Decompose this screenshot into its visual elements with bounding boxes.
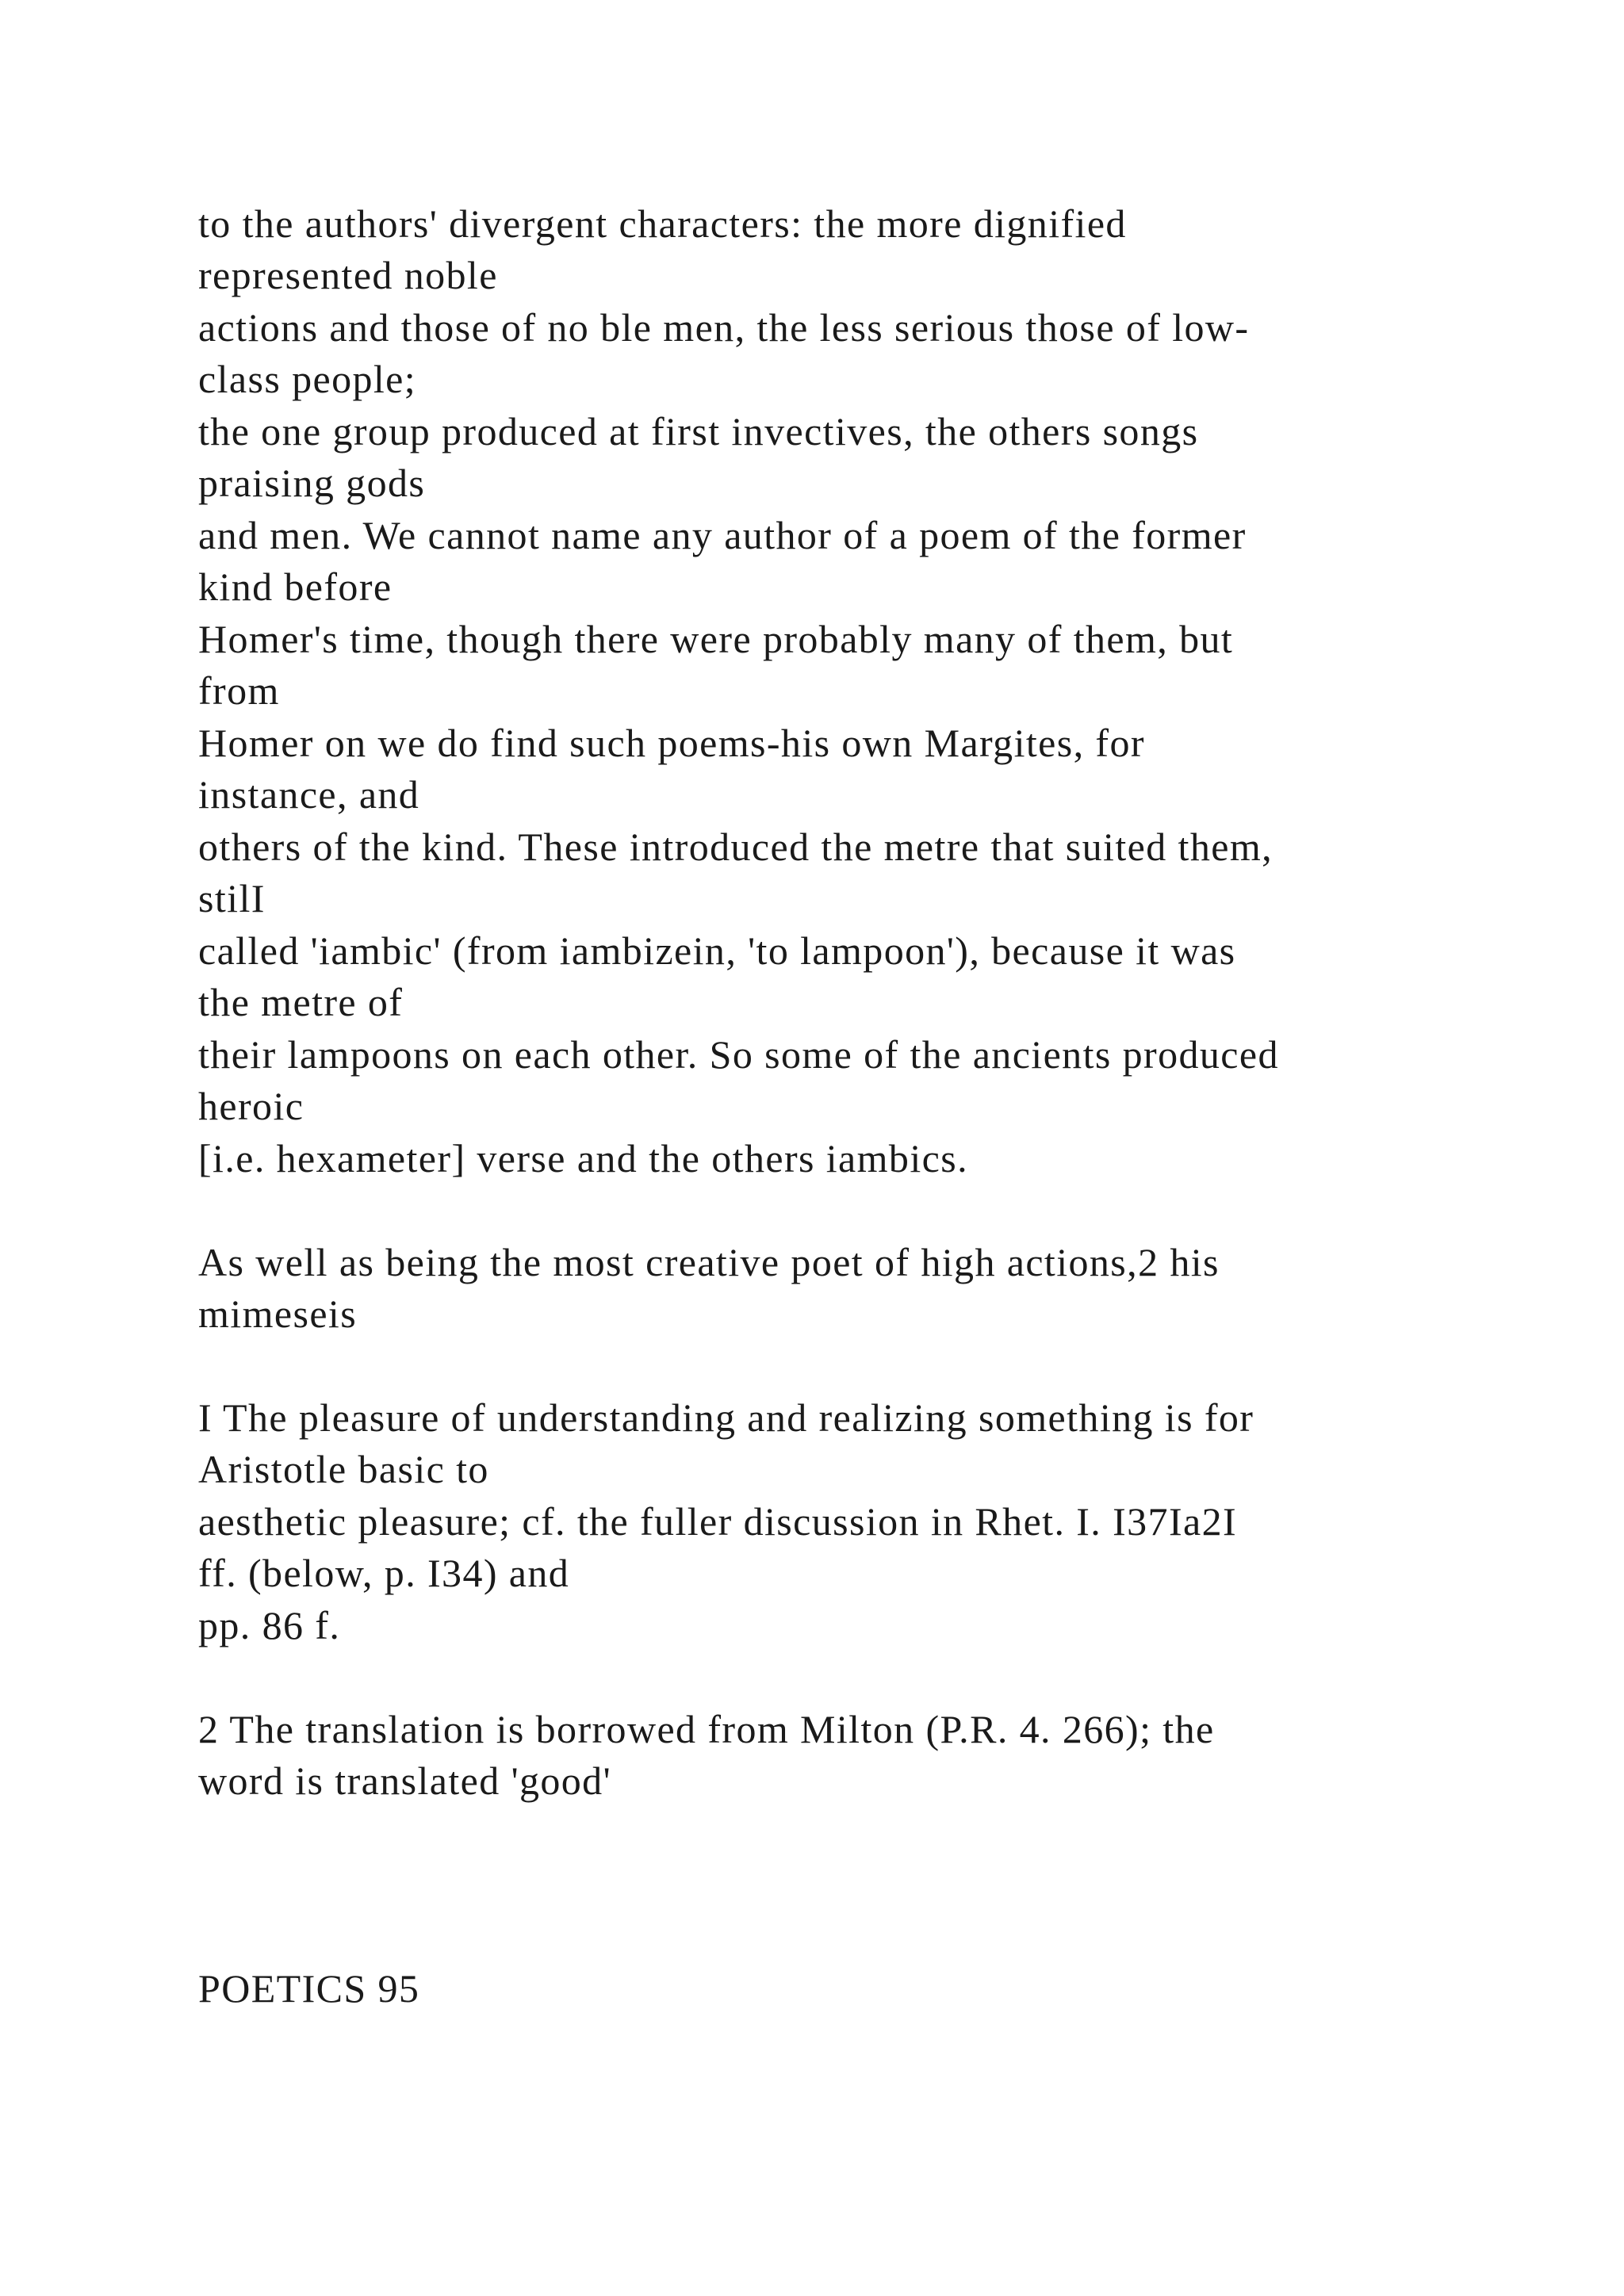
text-line: [i.e. hexameter] verse and the others iambics.	[198, 1136, 968, 1181]
text-line: heroic	[198, 1084, 304, 1128]
text-line: actions and those of no ble men, the less serious those of low-	[198, 305, 1250, 350]
footnote-line: pp. 86 f.	[198, 1603, 341, 1647]
text-line: As well as being the most creative poet of high actions,2 his	[198, 1240, 1220, 1284]
text-line: their lampoons on each other. So some of the ancients produced	[198, 1032, 1279, 1077]
text-line: the one group produced at first invectives, the others songs	[198, 409, 1199, 453]
text-line: and men. We cannot name any author of a poem of the former	[198, 513, 1247, 557]
text-line: praising gods	[198, 461, 426, 505]
footnote-line: I The pleasure of understanding and realizing something is for	[198, 1395, 1254, 1440]
text-line: kind before	[198, 564, 393, 609]
text-line: from	[198, 668, 280, 713]
footnote-line: word is translated 'good'	[198, 1758, 611, 1803]
text-line: instance, and	[198, 772, 420, 817]
text-line: others of the kind. These introduced the metre that suited them,	[198, 825, 1274, 869]
text-line: Homer on we do find such poems-his own Margites, for	[198, 721, 1145, 765]
text-line: mimeseis	[198, 1292, 358, 1336]
text-line: Homer's time, though there were probably many of them, but	[198, 617, 1234, 661]
text-line: the metre of	[198, 980, 404, 1024]
footnote-line: 2 The translation is borrowed from Milton (P.R. 4. 266); the	[198, 1707, 1215, 1751]
footnote-line: ff. (below, p. I34) and	[198, 1551, 570, 1595]
text-line: to the authors' divergent characters: the more dignified	[198, 201, 1127, 246]
footnote-line: Aristotle basic to	[198, 1447, 489, 1491]
footnote-line: aesthetic pleasure; cf. the fuller discussion in Rhet. I. I37Ia2I	[198, 1499, 1238, 1544]
text-line: stilI	[198, 876, 266, 920]
text-line: class people;	[198, 357, 417, 401]
text-line: represented noble	[198, 253, 498, 297]
text-line: called 'iambic' (from iambizein, 'to lampoon'), because it was	[198, 928, 1236, 973]
running-header: POETICS 95	[198, 1966, 420, 2011]
